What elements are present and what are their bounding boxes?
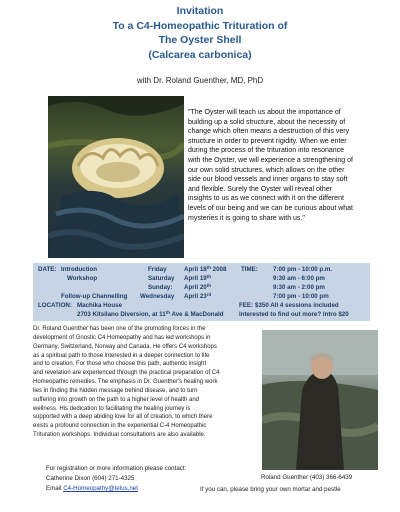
title-line: The Oyster Shell [158,34,242,46]
bio-line: and to creation. For those who choose this path, authentic insight [33,361,207,368]
bio-line: as a spiritual path to those interested in a deeper connection to life [33,352,210,359]
bring-mortar-note: If you can, please bring your own mortar and pestle [200,486,341,493]
session-time: 9:30 am - 2:00 pm [273,284,325,291]
quote-line: with the Oyster, we will experience a strengthening of [188,156,353,164]
guenther-photo [262,330,378,470]
contact-intro: For registration or more information please contact: [46,465,187,472]
contact-email-line [46,484,186,494]
session-time: 7:00 pm - 10:00 p.m. [273,266,333,273]
session-date: April 23rd [184,292,212,300]
bio-line: development of Gnostic C4 Homeopathy and has led workshops in [33,334,211,341]
oyster-quote [188,108,388,223]
quote-line: mysteries it is going to share with us." [188,214,305,222]
quote-line: our own solid structures, which allows on the other [188,166,345,174]
email-label: Email [46,485,64,492]
quote-line: side our blood vessels and inner organs to stay soft [188,176,348,184]
session-date: April 20th [184,283,211,291]
quote-line: and flexible. Surely the Oyster will reveal other [188,185,332,193]
location-label: LOCATION: [38,302,72,309]
oyster-illustration [48,96,184,258]
session-time: 9:30 am - 6:00 pm [273,275,325,282]
quote-line: "The Oyster will teach us about the importance of [188,109,341,116]
quote-line: insights to us as we connect with it on the different [188,195,344,203]
bio-line: wellness. His dedication to facilitating the healing journey is [33,405,191,412]
date-label: DATE: [38,266,57,273]
intro-offer: Interested to find out more? Intro $20 [239,311,349,318]
session-name: Workshop [67,275,98,282]
bio-line: and revelation are experienced through the practical preparation of C4 [33,370,220,377]
title-line: To a C4-Homeopathic Trituration of [112,19,288,32]
host-line: with Dr. Roland Guenther, MD, PhD [136,76,264,85]
bio-line: Germany, Switzerland, Norway and Canada. He offers C4 workshops [33,343,217,350]
session-day: Friday [148,266,167,273]
fee-value: $350 All 4 sessions included [255,302,339,309]
roland-phone: Roland Guenther (403) 366-6439 [261,474,353,481]
schedule-row [33,310,370,319]
session-day: Saturday [148,275,175,282]
contact-block [46,464,186,494]
quote-line: during the process of the trituration into resonance [188,147,345,155]
contact-name-phone: Catherine Dixon (604) 271-4325 [46,475,135,482]
quote-line: change which often means a destruction of this very [188,128,350,136]
title-line: (Calcarea carbonica) [148,48,252,61]
time-label: TIME: [241,266,258,273]
session-date: April 18th 2008 [184,265,227,273]
oyster-photo [48,96,184,258]
schedule-row [33,274,370,283]
session-day: Wednesday [140,293,175,300]
schedule-row [33,265,370,274]
session-time: 7:00 pm - 10:00 pm [273,293,329,300]
bio-line: exists a profound connection in the experiential C-4 Homeopathic [33,423,207,430]
bio-line: supported with a deep abiding love for all of creation, to which there [33,414,213,421]
portrait-illustration [262,330,378,470]
quote-line: structure in order to prevent rigidity. When we enter [188,137,347,145]
session-name: Follow-up Channelling [61,293,128,300]
schedule-row [33,292,370,301]
bio-line: lies in finding the hidden message behind disease, and to turn [33,387,198,394]
session-name: Introduction [61,266,98,273]
quote-line: levels of our being and we can be curious about what [188,204,353,212]
bio-line: suffering into growth on the path to a higher level of health and [33,396,200,403]
invitation-title [0,4,400,62]
schedule-row [33,283,370,292]
session-date: April 19th [184,274,211,282]
session-day: Sunday: [148,284,173,291]
schedule-row [33,301,370,310]
bio-paragraph [33,325,255,440]
schedule-box [33,263,370,321]
quote-line: building up a solid structure, about the necessity of [188,118,346,126]
location-name: Machika House [77,302,123,309]
email-link[interactable]: C4-Homeopathy@telus.net [63,485,138,492]
location-address: 2703 Kitsilano Diversion, at 11th Ave & MacDonald [77,310,224,318]
fee-label: FEE: [239,302,254,309]
bio-line: Homeopathic remedies. The emphasis in Dr. Guenther's healing work [33,379,218,386]
title-line: Invitation [176,5,224,17]
bio-line: Dr. Roland Guenther has been one of the promoting forces in the [33,326,206,332]
bio-line: Trituration workshops. Individual consultations are also available. [33,432,206,439]
